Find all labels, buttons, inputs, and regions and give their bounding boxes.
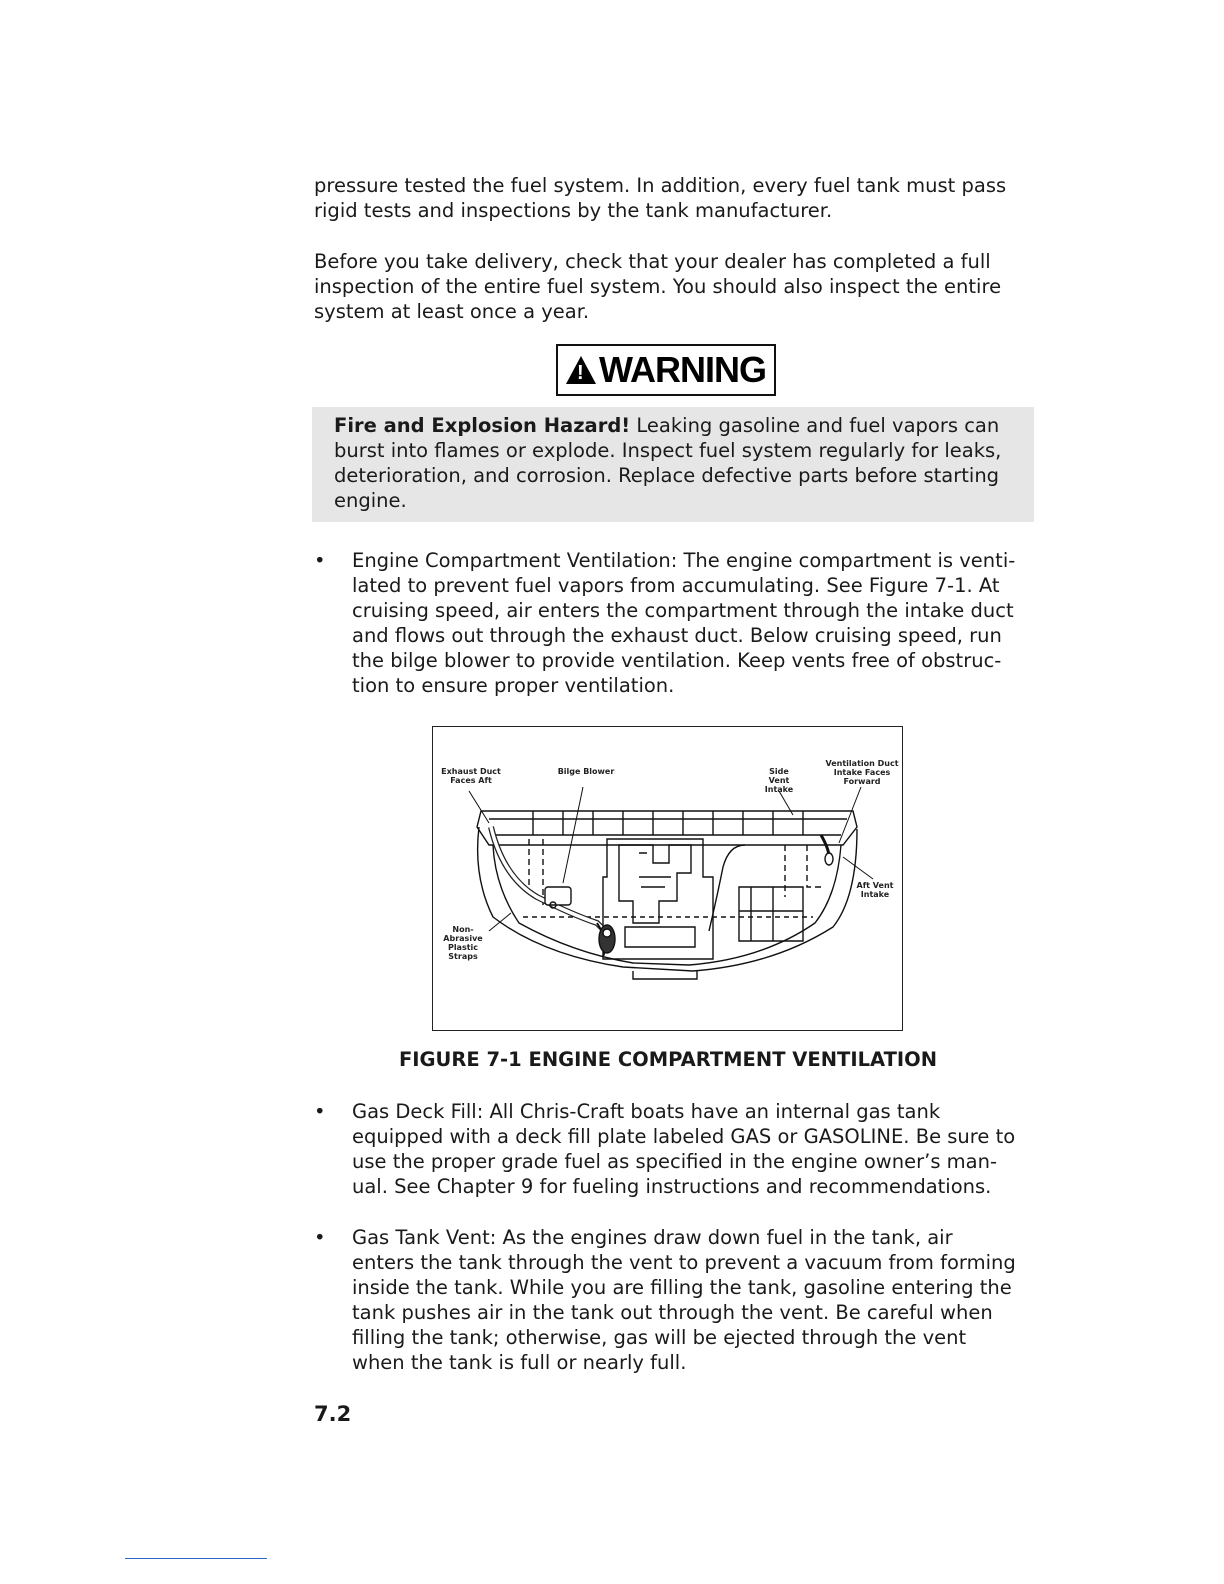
warning-badge-label: WARNING <box>599 349 766 390</box>
warning-hazard-title: Fire and Explosion Hazard! <box>334 414 631 437</box>
figure-caption: FIGURE 7-1 ENGINE COMPARTMENT VENTILATION <box>398 1048 938 1071</box>
warning-triangle-icon <box>566 356 596 384</box>
warning-box <box>312 407 1034 522</box>
label-side-vent: Side Vent Intake <box>764 767 794 794</box>
page-number: 7.2 <box>314 1402 352 1426</box>
bullet-icon: • <box>314 1100 326 1123</box>
label-exhaust-duct: Exhaust Duct Faces Aft <box>441 767 501 785</box>
list-item <box>314 548 1020 698</box>
list-item <box>314 1099 1020 1199</box>
engine-ventilation-figure <box>432 726 903 1031</box>
label-ventilation-duct: Ventilation Duct Intake Faces Forward <box>825 759 899 786</box>
bullet-text-gas-deck-fill: Gas Deck Fill: All Chris-Craft boats have an internal gas tank equipped with a deck fill plate labeled GAS or GASOLINE. Be sure to use the proper grade fuel as specified in the engine owner’s man-ual. See Chapter 9 for fueling instructions and recommendations. <box>352 1100 1016 1198</box>
bullet-text-gas-tank-vent: Gas Tank Vent: As the engines draw down fuel in the tank, air enters the tank through the vent to prevent a vacuum from forming inside the tank. While you are filling the tank, gasoline entering the tank pushes air in the tank out through the vent. Be careful when filling the tank; otherwise, gas will be ejected through the vent when the tank is full or nearly full. <box>352 1226 1016 1374</box>
warning-text <box>334 413 1008 513</box>
bullet-text-ventilation: Engine Compartment Ventilation: The engine compartment is venti-lated to prevent fuel vapors from accumulating. See Figure 7-1. At cruising speed, air enters the compartment through the intake duct and flows out through the exhaust duct. Below cruising speed, run the bilge blower to provide ventilation. Keep vents free of obstruc-tion to ensure proper ventilation. <box>352 549 1016 697</box>
bullet-icon: • <box>314 1226 326 1249</box>
inspection-paragraph: Before you take delivery, check that your dealer has completed a full inspection of the entire fuel system. You should also inspect the entire system at least once a year. <box>314 250 1002 323</box>
intro-paragraph: pressure tested the fuel system. In addition, every fuel tank must pass rigid tests and inspections by the tank manufacturer. <box>314 174 1007 222</box>
warning-badge <box>556 344 776 396</box>
list-item <box>314 1225 1020 1375</box>
label-aft-vent: Aft Vent Intake <box>856 881 894 899</box>
engine-compartment-diagram <box>433 727 904 1032</box>
label-plastic-straps: Non-Abrasive Plastic Straps <box>443 925 483 961</box>
label-bilge-blower: Bilge Blower <box>557 767 615 776</box>
warning-hazard-text: Leaking gasoline and fuel vapors can burst into flames or explode. Inspect fuel system regularly for leaks, deterioration, and corrosion. Replace defective parts before starting engine. <box>334 414 1002 512</box>
bullet-icon: • <box>314 549 326 572</box>
footer-divider <box>125 1558 267 1559</box>
